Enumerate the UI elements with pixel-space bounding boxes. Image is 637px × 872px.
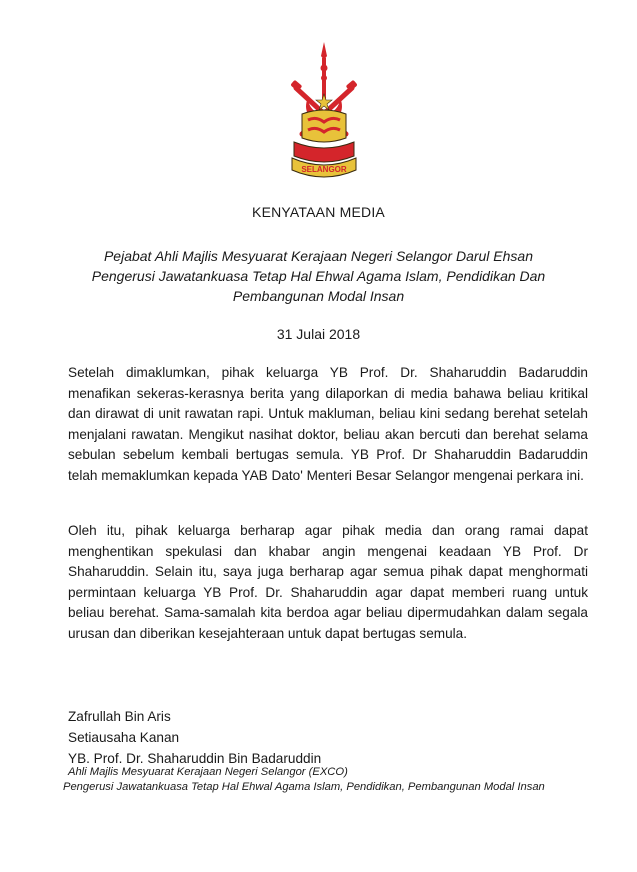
on-behalf-of: YB. Prof. Dr. Shaharuddin Bin Badaruddin <box>68 751 322 766</box>
document-title: KENYATAAN MEDIA <box>252 204 385 220</box>
body-paragraph-2: Oleh itu, pihak keluarga berharap agar pihak media dan orang ramai dapat menghentikan spekulasi dan khabar angin mengenai keadaan YB Prof. Dr Shaharuddin. Selain itu, saya juga berharap agar semua pihak dapat menghormati permintaan keluarga YB Prof. Dr. Shaharuddin agar dapat memberi ruang untuk beliau berehat. Sama-samalah kita berdoa agar beliau dipermudahkan dalam segala urusan dan diberikan kesejahteraan untuk dapat bertugas semula. <box>68 523 588 641</box>
office-heading <box>20 246 617 306</box>
office-line: Pengerusi Jawatankuasa Tetap Hal Ehwal Agama Islam, Pendidikan Dan <box>91 268 546 284</box>
office-line: Pembangunan Modal Insan <box>232 288 405 304</box>
signatory-name: Zafrullah Bin Aris <box>68 709 171 724</box>
committee-role: Pengerusi Jawatankuasa Tetap Hal Ehwal Agama Islam, Pendidikan, Pembangunan Modal Insan <box>63 781 545 793</box>
exco-role: Ahli Majlis Mesyuarat Kerajaan Negeri Selangor (EXCO) <box>68 766 348 778</box>
signature-block <box>68 706 321 769</box>
signatory-position: Setiausaha Kanan <box>68 730 180 745</box>
selangor-crest-logo <box>288 42 360 182</box>
statement-date: 31 Julai 2018 <box>276 326 361 342</box>
crest-banner-text: SELANGOR <box>301 165 347 174</box>
body-paragraph-1: Setelah dimaklumkan, pihak keluarga YB Prof. Dr. Shaharuddin Badaruddin menafikan sekeras-kerasnya berita yang dilaporkan di media bahawa beliau kritikal dan dirawat di unit rawatan rapi. Untuk makluman, beliau kini sedang berehat setelah menjalani rawatan. Mengikut nasihat doktor, beliau akan bercuti dan berehat selama sebulan sebelum kembali bertugas semula. YB Prof. Dr Shaharuddin Badaruddin telah memaklumkan kepada YAB Dato' Menteri Besar Selangor mengenai perkara ini. <box>68 365 588 483</box>
office-line: Pejabat Ahli Majlis Mesyuarat Kerajaan Negeri Selangor Darul Ehsan <box>103 248 534 264</box>
